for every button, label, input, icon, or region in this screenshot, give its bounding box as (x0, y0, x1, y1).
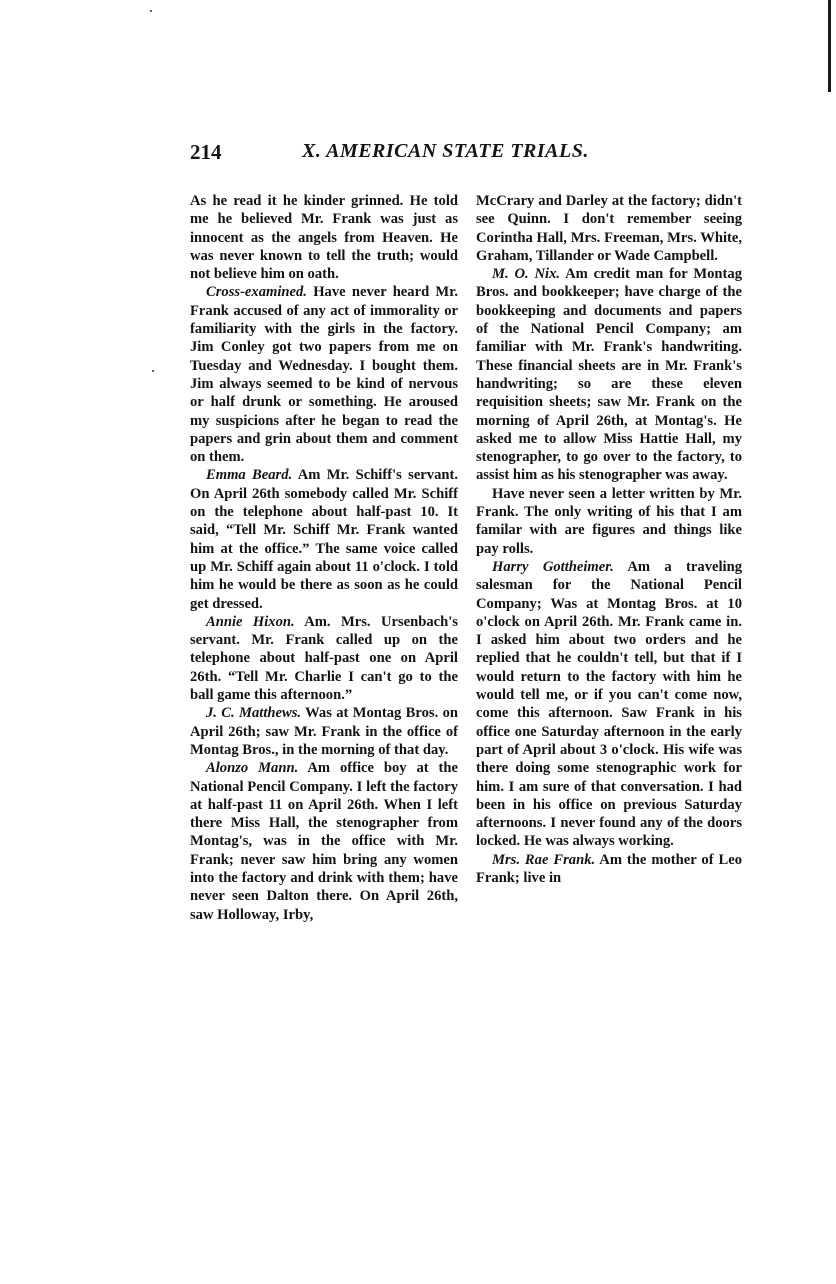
speaker-name: Harry Gottheimer. (492, 558, 614, 575)
speaker-name: Annie Hixon. (206, 613, 295, 630)
testimony-paragraph (190, 704, 458, 759)
paragraph: McCrary and Darley at the factory; didn't see Quinn. I don't remember seeing Corintha Hall, Mrs. Freeman, Mrs. White, Graham, Tillander or Wade Campbell. (476, 193, 742, 264)
testimony-text: Am the mother of Leo Frank; live in (476, 851, 743, 886)
testimony-paragraph (190, 759, 458, 924)
testimony-text: Am a traveling salesman for the National Pencil Company; Was at Montag Bros. at 10 o'clock on April 26th. Mr. Frank came in. I asked him about two orders and he replied that he couldn't tell, but that if I would return to the factory with him he would tell me, or if you can't come now, come this afternoon. Saw Frank in his office one Saturday afternoon in the early part of April about 3 o'clock. His wife was there doing some stenographic work for him. I am sure of that conversation. I had been in his office on previous Saturday afternoons. I never found any of the doors locked. He was always working. (476, 558, 742, 850)
testimony-text: Am Mr. Schiff's servant. On April 26th somebody called Mr. Schiff on the telephone about half-past 10. It said, “Tell Mr. Schiff Mr. Frank wanted him at the office.” The same voice called up Mr. Schiff again about 11 o'clock. I told him he would be there as soon as he could get dressed. (190, 467, 458, 612)
testimony-text: Am office boy at the National Pencil Company. I left the factory at half-past 11 on April 26th. When I left there Miss Hall, the stenographer from Montag's, was in the office with Mr. Frank; never saw him bring any women into the factory and drink with them; have never seen Dalton there. On April 26th, saw Holloway, Irby, (190, 760, 459, 923)
testimony-paragraph (476, 558, 742, 851)
speaker-name: J. C. Matthews. (206, 705, 302, 722)
speaker-name: Cross-examined. (206, 284, 307, 301)
testimony-text: Have never heard Mr. Frank accused of any act of immorality or familiarity with the girls in the factory. Jim Conley got two papers from me on Tuesday and Wednesday. I bought them. Jim always seemed to be kind of nervous or half drunk or something. He aroused my suspicions after he began to read the papers and grin about them and comment on them. (190, 284, 458, 466)
testimony-paragraph (476, 851, 742, 888)
testimony-paragraph (190, 466, 458, 612)
right-column (476, 192, 742, 887)
page-number: 214 (190, 140, 222, 164)
left-column (190, 192, 458, 924)
speaker-name: Mrs. Rae Frank. (492, 851, 596, 868)
speaker-name: Alonzo Mann. (206, 760, 299, 777)
paragraph: Have never seen a letter written by Mr. Frank. The only writing of his that I am familar with are figures and things like pay rolls. (476, 485, 742, 557)
scan-speck (152, 370, 154, 372)
testimony-paragraph (190, 283, 458, 466)
paragraph: As he read it he kinder grinned. He told me he believed Mr. Frank was just as innocent as the angels from Heaven. He was never known to tell the truth; would not believe him on oath. (190, 193, 458, 283)
testimony-paragraph (476, 265, 742, 485)
scan-speck (150, 10, 152, 12)
testimony-text: Was at Montag Bros. on April 26th; saw Mr. Frank in the office of Montag Bros., in the morning of that day. (190, 705, 458, 758)
testimony-text: Am credit man for Montag Bros. and bookkeeper; have charge of the bookkeeping and documents and papers of the National Pencil Company; am familiar with Mr. Frank's handwriting. These financial sheets are in Mr. Frank's handwriting; so are these eleven requisition sheets; saw Mr. Frank on the morning of April 26th, at Montag's. He asked me to allow Miss Hattie Hall, my stenographer, to go over to the factory, to assist him as his stenographer was away. (476, 266, 742, 484)
speaker-name: Emma Beard. (206, 467, 293, 484)
running-title: X. AMERICAN STATE TRIALS. (302, 140, 589, 162)
speaker-name: M. O. Nix. (492, 266, 561, 283)
testimony-paragraph (190, 613, 458, 704)
testimony-text: Am. Mrs. Ursenbach's servant. Mr. Frank called up on the telephone about half-past one on April 26th. “Tell Mr. Charlie I can't go to the ball game this afternoon.” (190, 613, 458, 704)
page-header (190, 140, 750, 170)
page-edge-shadow (828, 0, 831, 92)
